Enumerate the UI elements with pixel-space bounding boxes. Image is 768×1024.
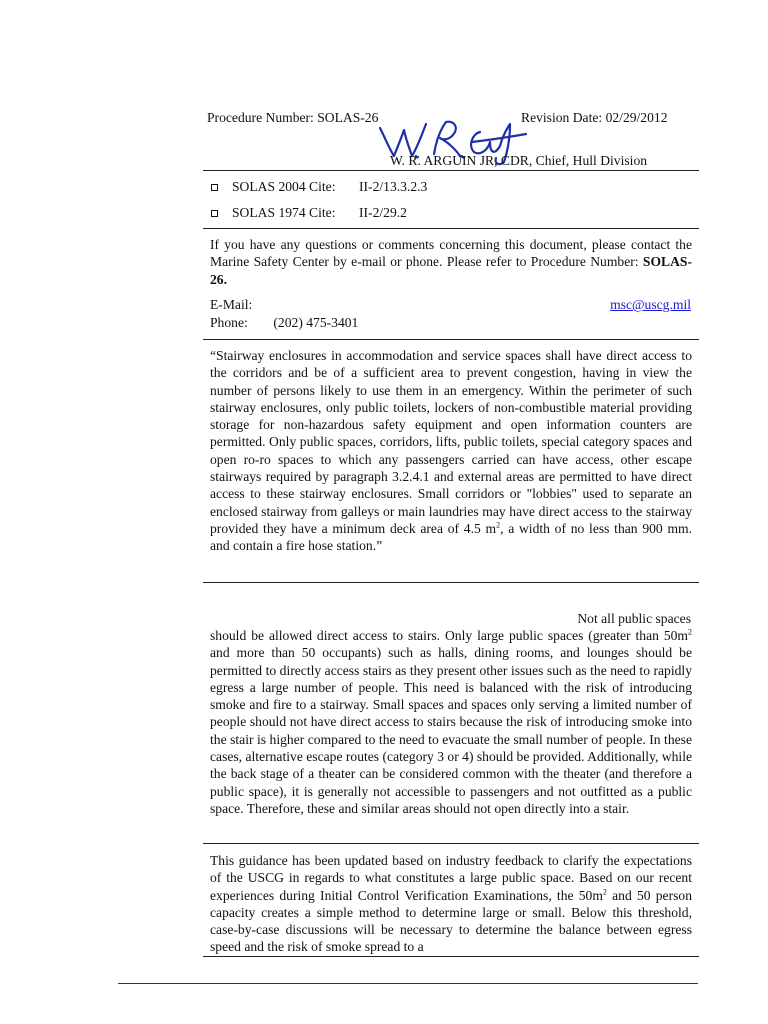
checkbox-bullet-icon bbox=[211, 210, 218, 217]
cite-item-1974 bbox=[211, 204, 407, 221]
guidance-paragraph bbox=[210, 852, 692, 956]
regulation-quote bbox=[210, 347, 692, 555]
cite-label: SOLAS 2004 Cite: bbox=[232, 179, 336, 194]
divider bbox=[203, 339, 699, 340]
procedure-number: Procedure Number: SOLAS-26 bbox=[207, 110, 379, 125]
signer-name: W. R. ARGUIN JR, CDR, Chief, Hull Division bbox=[390, 153, 648, 168]
phone-value: (202) 475-3401 bbox=[273, 315, 359, 330]
phone-row bbox=[210, 314, 358, 331]
guidance-text-cont: and 50 person capacity creates a simple method to determine large or small. Below this threshold, case-by-case discussions will be necessary to determine the balance between egress speed and the risk of smoke spread to a bbox=[210, 887, 692, 955]
quote-text: “Stairway enclosures in accommodation and service spaces shall have direct access to the corridors and be of a sufficient area to prevent congestion, having in view the number of persons likely to use them in an emergency. Within the perimeter of such stairway enclosures, only public toilets, lockers of non-combustible material providing storage for non-hazardous safety equipment and open information counters are permitted. Only public spaces, corridors, lifts, public toilets, special category spaces and open ro-ro spaces to which any passengers carried can have access, other escape stairways required by paragraph 3.2.4.1 and external areas are permitted to have direct access to these stairway enclosures. Small corridors or "lobbies" used to separate an enclosed stairway from galleys or main laundries may have direct access to the stairway provided they have a minimum deck area of 4.5 m bbox=[210, 348, 692, 536]
guidance-text: This guidance has been updated based on industry feedback to clarify the expectations of the USCG in regards to what constitutes a large public space. Based on our recent experiences during Initial Control Verification Examinations, the 50m bbox=[210, 853, 692, 903]
interpretation-text-cont: and more than 50 occupants) such as halls, dining rooms, and lounges should be permitted to directly access stairs as they present other issues such as the need to rapidly egress a large number of people. This need is balanced with the risk of introducing smoke and fire to a stairway. Small spaces and spaces only serving a limited number of people should not have direct access to stairs because the risk of introducing smoke into the stair is higher compared to the need to evacuate the small number of people. In these cases, alternative escape routes (category 3 or 4) should be provided. Additionally, while the back stage of a theater can be considered common with the theater (and therefore a public space), it is generally not accessible to passengers and not outfitted as a public space. Therefore, these and similar areas should not open directly into a stair. bbox=[210, 645, 692, 816]
superscript: 2 bbox=[688, 627, 692, 637]
cite-value: II-2/13.3.2.3 bbox=[359, 179, 428, 194]
divider bbox=[203, 228, 699, 229]
divider bbox=[203, 956, 699, 957]
divider bbox=[203, 843, 699, 844]
interpretation-text: should be allowed direct access to stairs. Only large public spaces (greater than 50m bbox=[210, 628, 688, 643]
phone-label: Phone: bbox=[210, 315, 248, 330]
contact-paragraph bbox=[210, 236, 692, 288]
superscript: 2 bbox=[602, 887, 607, 897]
interpretation-paragraph bbox=[210, 627, 692, 817]
cite-item-2004 bbox=[211, 178, 427, 195]
email-label: E-Mail: bbox=[210, 297, 253, 312]
procedure-reference: SOLAS-26. bbox=[210, 254, 692, 287]
divider bbox=[203, 582, 699, 583]
cite-value: II-2/29.2 bbox=[359, 205, 407, 220]
checkbox-bullet-icon bbox=[211, 184, 218, 191]
superscript: 2 bbox=[496, 520, 501, 530]
divider bbox=[203, 170, 699, 171]
contact-intro: If you have any questions or comments concerning this document, please contact the Marine Safety Center by e-mail or phone. Please refer to Procedure Number: bbox=[210, 237, 692, 270]
interpretation-first-line: Not all public spaces bbox=[577, 611, 691, 626]
revision-date: Revision Date: 02/29/2012 bbox=[521, 110, 668, 125]
cite-label: SOLAS 1974 Cite: bbox=[232, 205, 336, 220]
email-link[interactable]: msc@uscg.mil bbox=[610, 297, 691, 312]
quote-text-end: , a width of no less than 900 mm. and contain a fire hose station.” bbox=[210, 520, 692, 554]
footer-rule bbox=[118, 983, 698, 984]
